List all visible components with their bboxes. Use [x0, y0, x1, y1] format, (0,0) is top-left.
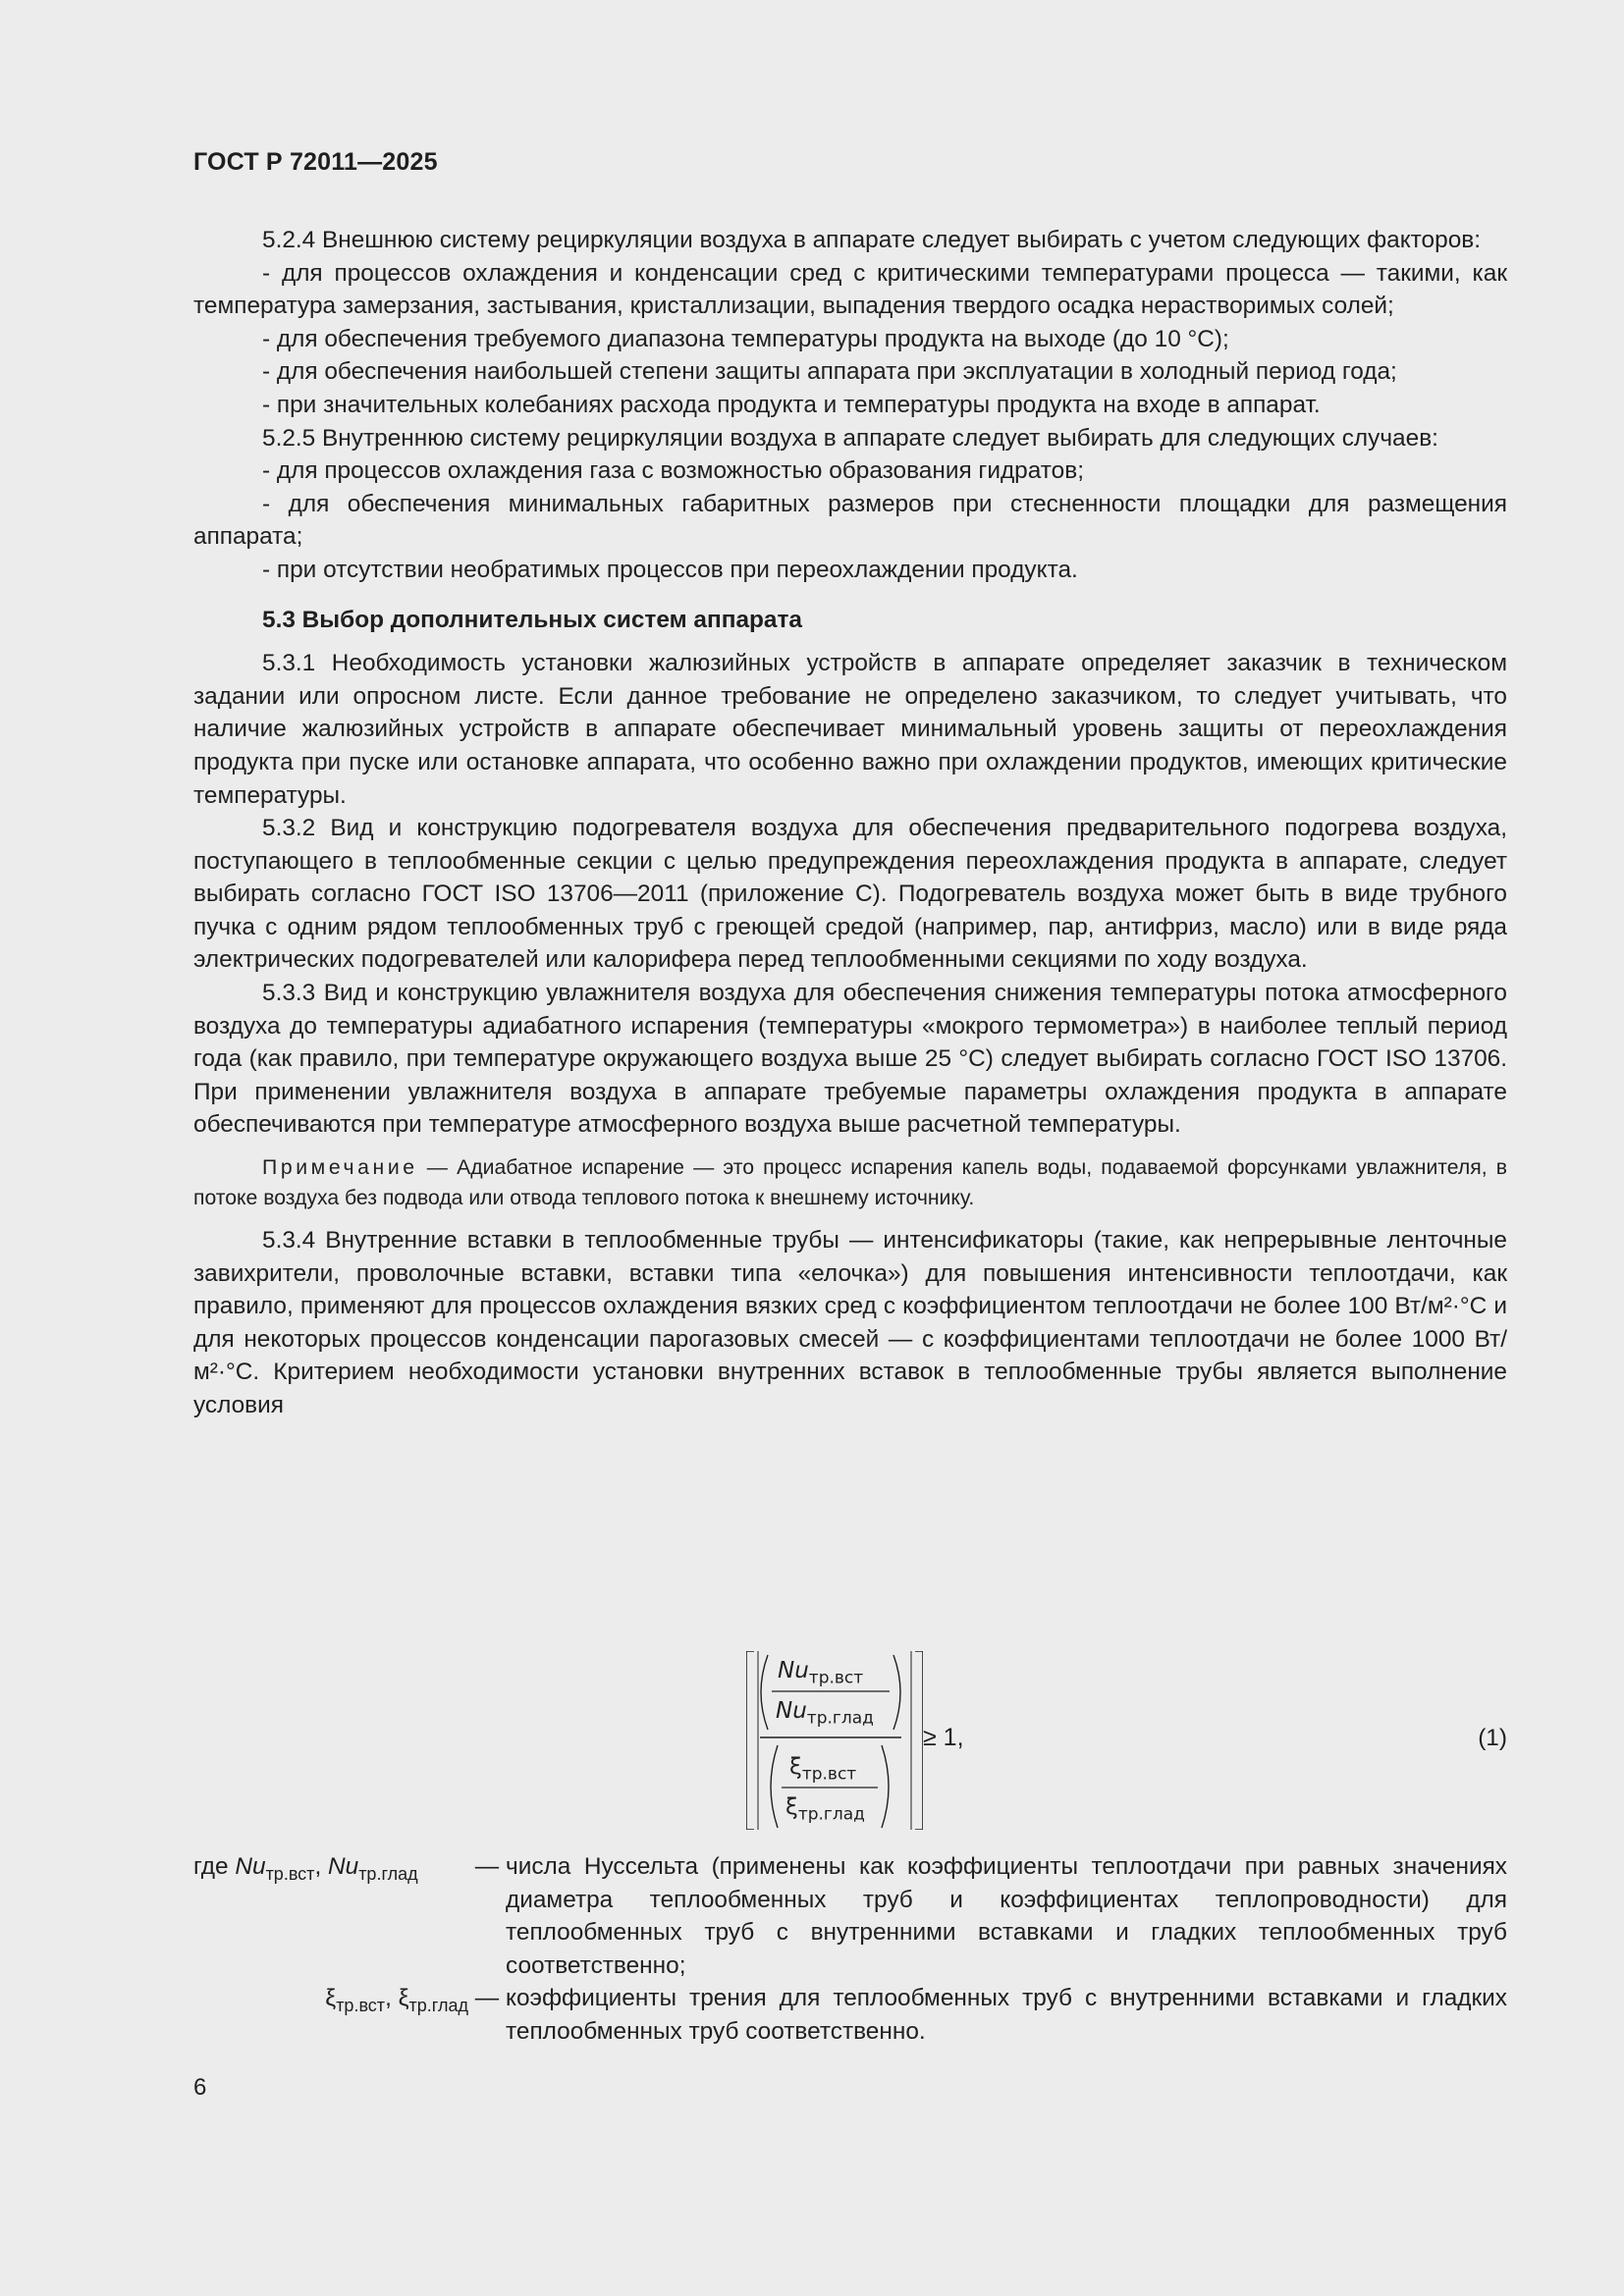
list-item: - для обеспечения требуемого диапазона температуры продукта на выходе (до 10 °С);	[262, 325, 1229, 352]
paragraph-5-3-1: 5.3.1 Необходимость установки жалюзийных устройств в аппарате определяет заказчик в техническом задании или опросном листе. Если данное требование не определено заказчиком, то следует учитывать, что наличие жалюзийных устройств в аппарате обеспечивает минимальный уровень защиты от переохлаждения продукта при пуске или остановке аппарата, что особенно важно при охлаждении продуктов, имеющих критические температуры.	[193, 650, 1507, 809]
definition-term: где $Nu_{тр.вст}$, $Nu_{тр.глад}$	[193, 1853, 418, 1884]
paragraph-5-3-3: 5.3.3 Вид и конструкцию увлажнителя воздуха для обеспечения снижения температуры потока атмосферного воздуха до температуры адиабатного испарения (температуры «мокрого термометра») в наиболее теплый период года (как правило, при температуре окружающего воздуха выше 25 °С) следует выбирать согласно ГОСТ ISO 13706. При применении увлажнителя воздуха в аппарате требуемые параметры охлаждения продукта в аппарате обеспечиваются при температуре атмосферного воздуха выше расчетной температуры.	[193, 980, 1507, 1139]
definition-friction	[193, 1982, 1507, 2048]
formula-relation: ≥ 1,	[923, 1724, 964, 1751]
paragraph-5-3-4: 5.3.4 Внутренние вставки в теплообменные трубы — интенсификаторы (такие, как непрерывные ленточные завихрители, проволочные вставки, вставки типа «елочка») для повышения интенсивности теплоотдачи, как правило, применяют для процессов охлаждения вязких сред с коэффициентом теплоотдачи не более 100 Вт/м²·°С и для некоторых процессов конденсации парогазовых смесей — с коэффициентами теплоотдачи не более 1000 Вт/м²·°С. Критерием необходимости установки внутренних вставок в теплообменные трубы является выполнение условия	[193, 1227, 1507, 1418]
list-item: - при значительных колебаниях расхода продукта и температуры продукта на входе в аппарат.	[262, 391, 1321, 418]
formula-nu-glad: $Nu_{тр.глад}$	[776, 1698, 874, 1729]
list-item: - для процессов охлаждения и конденсации сред с критическими температурами процесса — такими, как температура замерзания, застывания, кристаллизации, выпадения твердого осадка нерастворимых солей;	[193, 259, 1507, 320]
paragraph-5-2-5: 5.2.5 Внутреннюю систему рециркуляции воздуха в аппарате следует выбирать для следующих случаев:	[262, 424, 1438, 452]
definition-dash: —	[474, 1853, 500, 1880]
formula-xi-glad: $\xi_{тр.глад}$	[785, 1794, 865, 1825]
definition-term: $\xi_{тр.вст}$, $\xi_{тр.глад}$	[325, 1985, 468, 2016]
formula-1	[746, 1651, 923, 1830]
section-heading-5-3: 5.3 Выбор дополнительных систем аппарата	[262, 606, 802, 633]
paragraph-5-3-2: 5.3.2 Вид и конструкцию подогревателя воздуха для обеспечения предварительного подогрева воздуха, поступающего в теплообменные секции с целью предупреждения переохлаждения продукта в аппарате, следует выбирать согласно ГОСТ ISO 13706—2011 (приложение С). Подогреватель воздуха может быть в виде трубного пучка с одним рядом теплообменных труб с греющей средой (например, пар, антифриз, масло) или в виде ряда электрических подогревателей или калорифера перед теплообменными секциями по ходу воздуха.	[193, 815, 1507, 974]
formula-nu-vst: $Nu_{тр.вст}$	[778, 1658, 864, 1688]
paragraph-5-2-4: 5.2.4 Внешнюю систему рециркуляции воздуха в аппарате следует выбирать с учетом следующих факторов:	[262, 227, 1481, 253]
definition-dash: —	[474, 1985, 500, 2012]
list-item: - для обеспечения минимальных габаритных размеров при стесненности площадки для размещения аппарата;	[193, 490, 1507, 551]
definition-text: числа Нуссельта (применены как коэффициенты теплоотдачи при равных значениях диаметра теплообменных труб и коэффициентах теплопроводности) для теплообменных труб с внутренними вставками и гладких теплообменных труб соответственно;	[506, 1853, 1507, 1979]
definitions	[193, 1850, 1507, 2049]
equation-number: (1)	[1478, 1725, 1507, 1751]
list-item: - при отсутствии необратимых процессов при переохлаждении продукта.	[262, 556, 1078, 583]
definition-text: коэффициенты трения для теплообменных труб с внутренними вставками и гладких теплообменных труб соответственно.	[506, 1985, 1507, 2045]
note-text: — Адиабатное испарение — это процесс испарения капель воды, подаваемой форсунками увлажнителя, в потоке воздуха без подвода или отвода теплового потока к внешнему источнику.	[193, 1156, 1507, 1210]
list-item: - для обеспечения наибольшей степени защиты аппарата при эксплуатации в холодный период года;	[262, 358, 1397, 386]
definition-nusselt	[193, 1850, 1507, 1982]
note	[193, 1152, 1507, 1213]
note-label: Примечание	[262, 1156, 418, 1180]
page-number: 6	[193, 2074, 207, 2101]
formula-xi-vst: $\xi_{тр.вст}$	[789, 1754, 857, 1785]
document-number: ГОСТ Р 72011—2025	[193, 148, 438, 176]
main-text	[193, 224, 1507, 1422]
list-item: - для процессов охлаждения газа с возможностью образования гидратов;	[262, 457, 1084, 485]
